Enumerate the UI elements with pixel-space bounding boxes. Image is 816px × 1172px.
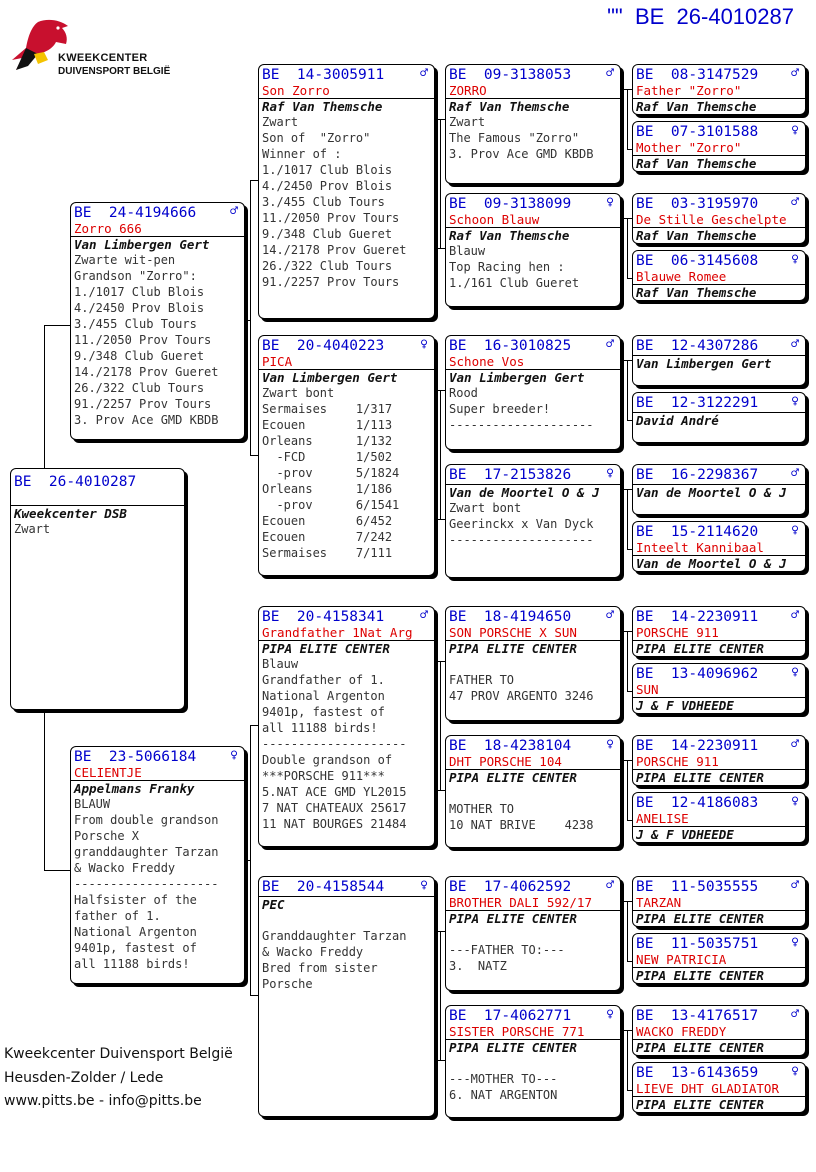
info-line: 14./2178 Prov Gueret	[262, 243, 407, 257]
connector-line	[250, 725, 258, 726]
pigeon-name: PICA	[262, 354, 293, 369]
pigeon-card-g13[interactable]	[632, 876, 806, 927]
ring-number: BE 24-4194666	[74, 205, 197, 221]
connector-line	[250, 725, 251, 995]
info-line: 9./348 Club Gueret	[74, 349, 205, 363]
pigeon-card-mother[interactable]	[70, 746, 245, 984]
kweekcenter-logo	[8, 14, 178, 84]
info-line: Double grandson of	[262, 753, 393, 767]
info-line: 10 NAT BRIVE 4238	[449, 818, 594, 832]
footer-location: Heusden-Zolder / Lede	[4, 1070, 164, 1086]
pigeon-name: De Stille Geschelpte	[636, 212, 787, 227]
breeder-name: Van Limbergen Gert	[633, 355, 805, 371]
connector-line	[621, 631, 632, 632]
male-symbol-icon: ♂	[606, 608, 614, 623]
connector-line	[44, 325, 70, 326]
pigeon-name: LIEVE DHT GLADIATOR	[636, 1081, 779, 1096]
info-line	[449, 785, 617, 801]
male-symbol-icon: ♂	[791, 878, 799, 893]
info-line: -prov 6/1541	[262, 498, 400, 512]
connector-line	[627, 901, 628, 961]
connector-line	[250, 320, 251, 455]
female-symbol-icon: ♀	[791, 665, 799, 680]
connector-line	[621, 760, 632, 761]
info-line: FATHER TO	[449, 673, 515, 687]
ring-number: BE 12-3122291	[636, 395, 759, 411]
info-line: Grandfather of 1.	[262, 673, 385, 687]
info-line: Zwarte wit-pen	[74, 253, 176, 267]
breeder-name: PIPA ELITE CENTER	[446, 640, 620, 656]
pigeon-card-mmm[interactable]	[445, 1005, 621, 1118]
info-line: 5.NAT ACE GMD YL2015	[262, 785, 407, 799]
info-line: ***PORSCHE 911***	[262, 769, 385, 783]
connector-line	[440, 931, 441, 1060]
connector-line	[250, 995, 258, 996]
pigeon-card-g16[interactable]	[632, 1062, 806, 1113]
ring-number: BE 18-4238104	[449, 738, 572, 754]
info-line: 26./322 Club Tours	[74, 381, 205, 395]
pigeon-card-main[interactable]	[10, 468, 185, 710]
info-line: Super breeder!	[449, 402, 551, 416]
info-line: ---FATHER TO:---	[449, 943, 565, 957]
info-line: --------------------	[74, 877, 219, 891]
info-line: granddaughter Tarzan	[74, 845, 219, 859]
info-line: 3. NATZ	[449, 959, 507, 973]
footer-contact[interactable]: www.pitts.be - info@pitts.be	[4, 1093, 202, 1109]
breeder-name: Van de Moortel O & J	[633, 484, 805, 500]
breeder-name: J & F VDHEEDE	[633, 697, 805, 713]
info-line: father of 1.	[74, 909, 161, 923]
pigeon-name: Mother "Zorro"	[636, 140, 742, 155]
ring-number: BE 09-3138053	[449, 67, 572, 83]
pigeon-name: SISTER PORSCHE 771	[449, 1024, 585, 1039]
breeder-name: PEC	[259, 896, 434, 912]
pigeon-card-g3[interactable]	[632, 193, 806, 244]
pigeon-card-g1[interactable]	[632, 64, 806, 115]
breeder-name: Kweekcenter DSB	[11, 505, 184, 521]
ring-number: BE 03-3195970	[636, 196, 759, 212]
female-symbol-icon: ♀	[791, 794, 799, 809]
info-line: From double grandson	[74, 813, 219, 827]
ring-number: BE 26-4010287	[14, 474, 137, 490]
connector-line	[435, 519, 445, 520]
pigeon-card-fmf[interactable]	[445, 335, 621, 450]
pigeon-card-g7[interactable]	[632, 464, 806, 515]
breeder-name: PIPA ELITE CENTER	[259, 640, 434, 656]
pigeon-name: Zorro 666	[74, 221, 142, 236]
info-line	[449, 1055, 617, 1071]
pigeon-name	[14, 491, 181, 505]
pigeon-name: ZORRO	[449, 83, 487, 98]
info-line: Rood	[449, 386, 478, 400]
header-ring-number: "" BE 26-4010287	[607, 4, 794, 29]
info-line: --------------------	[449, 418, 594, 432]
info-line: Blauw	[449, 244, 486, 258]
pigeon-name: Son Zorro	[262, 83, 330, 98]
info-line: 11./2050 Prov Tours	[74, 333, 212, 347]
breeder-name: PIPA ELITE CENTER	[446, 910, 620, 926]
ring-number: BE 16-2298367	[636, 467, 759, 483]
info-line: 3. Prov Ace GMD KBDB	[74, 413, 219, 427]
ring-number: BE 11-5035555	[636, 879, 759, 895]
connector-line	[44, 870, 70, 871]
connector-line	[627, 1030, 628, 1090]
info-line: 4./2450 Prov Blois	[74, 301, 205, 315]
pigeon-card-g14[interactable]	[632, 933, 806, 984]
breeder-name: PIPA ELITE CENTER	[633, 910, 805, 926]
connector-line	[440, 390, 441, 519]
breeder-name: PIPA ELITE CENTER	[633, 769, 805, 785]
info-line	[449, 656, 617, 672]
pigeon-card-mfm[interactable]	[445, 735, 621, 848]
info-line: -prov 5/1824	[262, 466, 400, 480]
info-line: 11./2050 Prov Tours	[262, 211, 400, 225]
connector-line	[621, 360, 632, 361]
connector-line	[627, 89, 628, 149]
info-line: 9401p, fastest of	[262, 705, 385, 719]
connector-line	[621, 489, 632, 490]
pigeon-card-g4[interactable]	[632, 250, 806, 301]
male-symbol-icon: ♂	[791, 195, 799, 210]
breeder-name: J & F VDHEEDE	[633, 826, 805, 842]
info-line: all 11188 birds!	[262, 721, 378, 735]
connector-line	[250, 455, 258, 456]
info-line: The Famous "Zorro"	[449, 131, 580, 145]
breeder-name: Appelmans Franky	[71, 780, 244, 796]
info-line: & Wacko Freddy	[74, 861, 176, 875]
pigeon-card-g6[interactable]	[632, 392, 806, 443]
connector-line	[245, 860, 250, 861]
info-line: Ecouen 7/242	[262, 530, 393, 544]
breeder-name: David André	[633, 412, 805, 428]
info-line: Geerinckx x Van Dyck	[449, 517, 594, 531]
info-line: Halfsister of the	[74, 893, 197, 907]
pigeon-card-mf[interactable]	[258, 606, 435, 847]
info-line: Zwart	[262, 115, 299, 129]
info-line: 91./2257 Prov Tours	[262, 275, 400, 289]
female-symbol-icon: ♀	[791, 523, 799, 538]
ring-number: BE 13-4176517	[636, 1008, 759, 1024]
connector-line	[435, 119, 445, 120]
breeder-name: Raf Van Themsche	[446, 98, 620, 114]
breeder-name: Raf Van Themsche	[259, 98, 434, 114]
info-line: 3./455 Club Tours	[262, 195, 385, 209]
ring-number: BE 15-2114620	[636, 524, 759, 540]
pigeon-name: Blauwe Romee	[636, 269, 727, 284]
pigeon-name: PORSCHE 911	[636, 754, 719, 769]
breeder-name: PIPA ELITE CENTER	[446, 1039, 620, 1055]
info-line: Orleans 1/132	[262, 434, 393, 448]
info-line: Sermaises 7/111	[262, 546, 393, 560]
male-symbol-icon: ♂	[791, 608, 799, 623]
pigeon-card-mm[interactable]	[258, 876, 435, 1117]
female-symbol-icon: ♀	[606, 1007, 614, 1022]
connector-line	[435, 248, 445, 249]
ring-number: BE 12-4307286	[636, 338, 759, 354]
logo-line2: DUIVENSPORT BELGIË	[58, 66, 171, 77]
female-symbol-icon: ♀	[230, 748, 238, 763]
breeder-name: PIPA ELITE CENTER	[633, 1039, 805, 1055]
info-line: Porsche X	[74, 829, 140, 843]
ring-number: BE 13-6143659	[636, 1065, 759, 1081]
info-line: MOTHER TO	[449, 802, 515, 816]
info-line: ---MOTHER TO---	[449, 1072, 558, 1086]
footer-company: Kweekcenter Duivensport België	[4, 1046, 233, 1062]
info-line: Bred from sister	[262, 961, 378, 975]
male-symbol-icon: ♂	[606, 878, 614, 893]
pigeon-name: BROTHER DALI 592/17	[449, 895, 592, 910]
info-line: Ecouen 6/452	[262, 514, 393, 528]
pigeon-logo-icon	[8, 14, 78, 74]
male-symbol-icon: ♂	[230, 204, 238, 219]
info-line: Zwart	[449, 115, 486, 129]
info-line: Zwart bont	[449, 501, 522, 515]
ring-number: BE 07-3101588	[636, 124, 759, 140]
ring-number: BE 17-2153826	[449, 467, 572, 483]
ring-number: BE 08-3147529	[636, 67, 759, 83]
info-line	[262, 912, 431, 928]
pigeon-card-g8[interactable]	[632, 521, 806, 572]
breeder-name: Van Limbergen Gert	[446, 369, 620, 385]
ring-number: BE 23-5066184	[74, 749, 197, 765]
info-line: Granddaughter Tarzan	[262, 929, 407, 943]
pigeon-card-g11[interactable]	[632, 735, 806, 786]
ring-number: BE 20-4158341	[262, 609, 385, 625]
connector-line	[250, 180, 258, 181]
connector-line	[621, 1030, 632, 1031]
info-line: 91./2257 Prov Tours	[74, 397, 212, 411]
male-symbol-icon: ♂	[791, 1007, 799, 1022]
connector-line	[44, 325, 45, 468]
pigeon-name: DHT PORSCHE 104	[449, 754, 562, 769]
connector-line	[435, 931, 445, 932]
connector-line	[250, 180, 251, 320]
ring-number: BE 16-3010825	[449, 338, 572, 354]
pigeon-name: Inteelt Kannibaal	[636, 540, 764, 555]
connector-line	[627, 218, 628, 278]
info-line: 3./455 Club Tours	[74, 317, 197, 331]
connector-line	[435, 790, 445, 791]
pigeon-name: SUN	[636, 682, 659, 697]
connector-line	[621, 218, 632, 219]
breeder-name: Raf Van Themsche	[446, 227, 620, 243]
female-symbol-icon: ♀	[791, 123, 799, 138]
breeder-name: Van de Moortel O & J	[633, 555, 805, 571]
breeder-name: Van de Moortel O & J	[446, 484, 620, 500]
info-line: 4./2450 Prov Blois	[262, 179, 393, 193]
ring-number: BE 14-2230911	[636, 609, 759, 625]
pigeon-name: TARZAN	[636, 895, 682, 910]
pigeon-card-fmm[interactable]	[445, 464, 621, 578]
info-line	[449, 926, 617, 942]
pigeon-card-fm[interactable]	[258, 335, 435, 576]
breeder-name: Van Limbergen Gert	[71, 236, 244, 252]
breeder-name: PIPA ELITE CENTER	[633, 967, 805, 983]
pigeon-card-g10[interactable]	[632, 663, 806, 714]
ring-number: BE 18-4194650	[449, 609, 572, 625]
pigeon-name: Grandfather 1Nat Arg	[262, 625, 413, 640]
male-symbol-icon: ♂	[420, 66, 428, 81]
female-symbol-icon: ♀	[420, 337, 428, 352]
pigeon-card-ff[interactable]	[258, 64, 435, 319]
info-line: Blauw	[262, 657, 299, 671]
breeder-name: PIPA ELITE CENTER	[633, 1096, 805, 1112]
female-symbol-icon: ♀	[420, 878, 428, 893]
ring-number: BE 13-4096962	[636, 666, 759, 682]
info-line: 47 PROV ARGENTO 3246	[449, 689, 594, 703]
pigeon-name: Schoon Blauw	[449, 212, 540, 227]
ring-number: BE 06-3145608	[636, 253, 759, 269]
connector-line	[44, 710, 45, 870]
pigeon-name: CELIENTJE	[74, 765, 142, 780]
male-symbol-icon: ♂	[606, 66, 614, 81]
info-line: 1./1017 Club Blois	[74, 285, 205, 299]
connector-line	[435, 661, 445, 662]
info-line: 9401p, fastest of	[74, 941, 197, 955]
info-line: Ecouen 1/113	[262, 418, 393, 432]
info-line: Zwart bont	[262, 386, 335, 400]
ring-number: BE 12-4186083	[636, 795, 759, 811]
pigeon-name: ANELISE	[636, 811, 689, 826]
female-symbol-icon: ♀	[791, 935, 799, 950]
male-symbol-icon: ♂	[791, 466, 799, 481]
pigeon-card-g12[interactable]	[632, 792, 806, 843]
info-line: Grandson "Zorro":	[74, 269, 197, 283]
male-symbol-icon: ♂	[606, 337, 614, 352]
info-line: & Wacko Freddy	[262, 945, 364, 959]
info-line: Porsche	[262, 977, 313, 991]
info-line: 6. NAT ARGENTON	[449, 1088, 558, 1102]
male-symbol-icon: ♂	[791, 737, 799, 752]
connector-line	[627, 631, 628, 691]
info-line: BLAUW	[74, 797, 111, 811]
pigeon-name: Schone Vos	[449, 354, 525, 369]
info-line: National Argenton	[262, 689, 385, 703]
female-symbol-icon: ♀	[791, 394, 799, 409]
pigeon-card-mff[interactable]	[445, 606, 621, 721]
pigeon-card-g5[interactable]	[632, 335, 806, 386]
info-line: all 11188 birds!	[74, 957, 190, 971]
pigeon-card-fff[interactable]	[445, 64, 621, 184]
connector-line	[440, 119, 441, 248]
male-symbol-icon: ♂	[791, 337, 799, 352]
pigeon-name: Father "Zorro"	[636, 83, 742, 98]
connector-line	[440, 661, 441, 790]
pigeon-name: PORSCHE 911	[636, 625, 719, 640]
info-line: Zwart	[14, 522, 51, 536]
male-symbol-icon: ♂	[420, 608, 428, 623]
pigeon-card-g2[interactable]	[632, 121, 806, 172]
connector-line	[435, 390, 445, 391]
logo-line1: KWEEKCENTER	[58, 52, 148, 64]
male-symbol-icon: ♂	[791, 66, 799, 81]
pigeon-card-ffm[interactable]	[445, 193, 621, 307]
info-line: 3. Prov Ace GMD KBDB	[449, 147, 594, 161]
info-line: 11 NAT BOURGES 21484	[262, 817, 407, 831]
info-line: Sermaises 1/317	[262, 402, 393, 416]
connector-line	[621, 89, 632, 90]
info-line: 1./1017 Club Blois	[262, 163, 393, 177]
ring-number: BE 11-5035751	[636, 936, 759, 952]
breeder-name: Van Limbergen Gert	[259, 369, 434, 385]
connector-line	[627, 360, 628, 420]
connector-line	[435, 1060, 445, 1061]
breeder-name: Raf Van Themsche	[633, 284, 805, 300]
info-line: -FCD 1/502	[262, 450, 393, 464]
breeder-name: Raf Van Themsche	[633, 155, 805, 171]
pigeon-card-father[interactable]	[70, 202, 245, 440]
female-symbol-icon: ♀	[606, 737, 614, 752]
info-line: --------------------	[262, 737, 407, 751]
ring-number: BE 20-4040223	[262, 338, 385, 354]
female-symbol-icon: ♀	[606, 195, 614, 210]
pigeon-card-mmf[interactable]	[445, 876, 621, 991]
ring-number: BE 09-3138099	[449, 196, 572, 212]
pigeon-card-g15[interactable]	[632, 1005, 806, 1056]
ring-number: BE 17-4062771	[449, 1008, 572, 1024]
info-line: 9./348 Club Gueret	[262, 227, 393, 241]
female-symbol-icon: ♀	[791, 1064, 799, 1079]
ring-number: BE 17-4062592	[449, 879, 572, 895]
info-line: 26./322 Club Tours	[262, 259, 393, 273]
connector-line	[627, 760, 628, 820]
info-line: Son of "Zorro"	[262, 131, 371, 145]
info-line: --------------------	[449, 533, 594, 547]
breeder-name: Raf Van Themsche	[633, 227, 805, 243]
connector-line	[627, 489, 628, 549]
ring-number: BE 14-2230911	[636, 738, 759, 754]
pigeon-name: SON PORSCHE X SUN	[449, 625, 577, 640]
pigeon-name: NEW PATRICIA	[636, 952, 727, 967]
info-line: 14./2178 Prov Gueret	[74, 365, 219, 379]
pigeon-name: WACKO FREDDY	[636, 1024, 727, 1039]
info-line: 1./161 Club Gueret	[449, 276, 580, 290]
info-line: Winner of :	[262, 147, 342, 161]
ring-number: BE 14-3005911	[262, 67, 385, 83]
breeder-name: PIPA ELITE CENTER	[633, 640, 805, 656]
female-symbol-icon: ♀	[606, 466, 614, 481]
info-line: National Argenton	[74, 925, 197, 939]
info-line: Top Racing hen :	[449, 260, 565, 274]
breeder-name: PIPA ELITE CENTER	[446, 769, 620, 785]
ring-number: BE 20-4158544	[262, 879, 385, 895]
info-line: Orleans 1/186	[262, 482, 393, 496]
female-symbol-icon: ♀	[791, 252, 799, 267]
info-line: 7 NAT CHATEAUX 25617	[262, 801, 407, 815]
breeder-name: Raf Van Themsche	[633, 98, 805, 114]
pigeon-card-g9[interactable]	[632, 606, 806, 657]
connector-line	[621, 901, 632, 902]
